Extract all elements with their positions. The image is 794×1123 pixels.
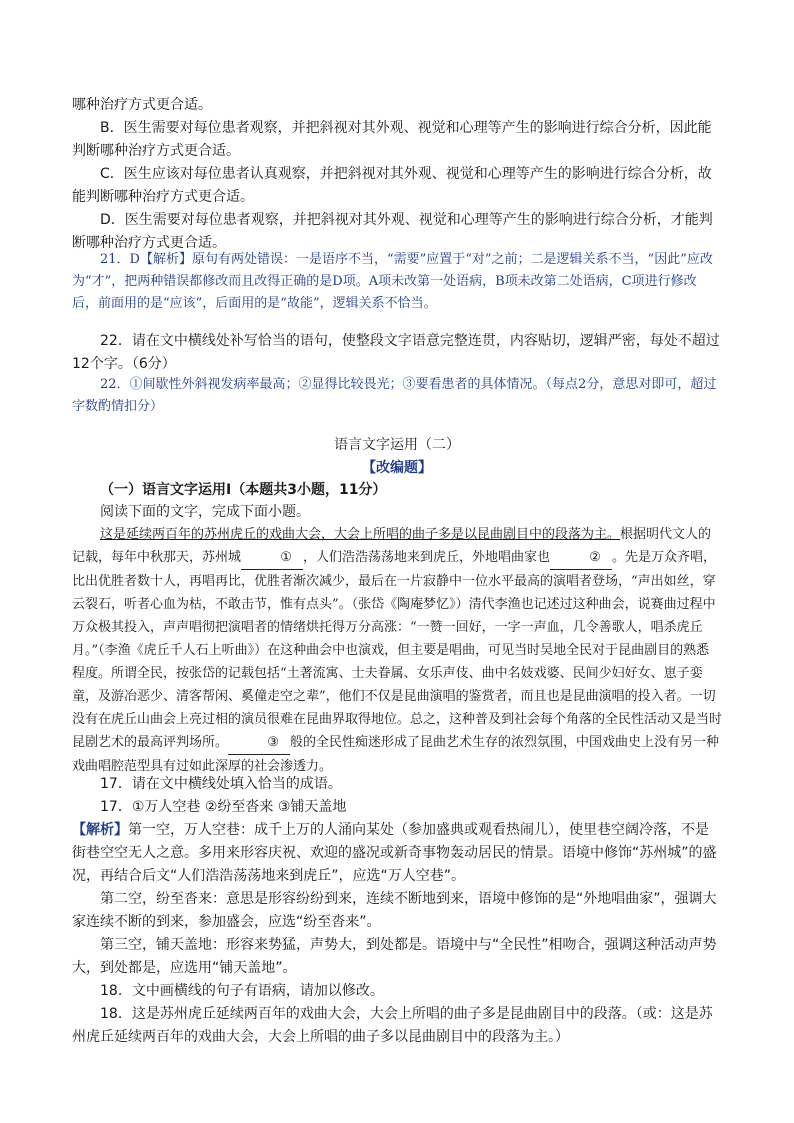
part-heading: （一）语言文字运用Ⅰ（本题共3小题，11分） [100, 482, 387, 498]
answer-22: 22．①间歇性外斜视发病率最高；②显得比较畏光；③要看患者的具体情况。（每点2分，意思对即可，超过字数酌情扣分） [72, 377, 717, 414]
answer-21-label: 21．D【解析】 [100, 252, 192, 267]
instruction: 阅读下面的文字，完成下面小题。 [100, 504, 310, 520]
option-b: B．医生需要对每位患者观察，并把斜视对其外观、视觉和心理等产生的影响进行综合分析，因此能判断哪种治疗方式更合适。 [72, 120, 712, 159]
section-title: 语言文字运用（二） [334, 437, 460, 453]
answer-21 [72, 249, 722, 315]
question-18: 18．文中画横线的句子有语病，请加以修改。 [100, 983, 384, 999]
question-22: 22．请在文中横线处补写恰当的语句，使整段文字语意完整连贯，内容贴切，逻辑严密，每处不超过12个字。（6分） [72, 333, 720, 372]
section-subtitle: 【改编题】 [362, 460, 432, 476]
analysis-17-label: 【解析】 [72, 822, 128, 838]
answer-17: 17．①万人空巷 ②纷至沓来 ③铺天盖地 [100, 799, 347, 815]
answer-18: 18．这是苏州虎丘延续两百年的戏曲大会，大会上所唱的曲子多是昆曲剧目中的段落。（或：这是苏州虎丘延续两百年的戏曲大会，大会上所唱的曲子多以昆曲剧目中的段落为主。） [72, 1006, 713, 1045]
passage-underlined-sentence: 这是延续两百年的苏州虎丘的戏曲大会，大会上所唱的曲子多是以昆曲剧目中的段落为主。 [100, 527, 621, 542]
analysis-17: 【解析】第一空，万人空巷：成千上万的人涌向某处（参加盛典或观看热闹儿），使里巷空阔冷落，不是街巷空空无人之意。多用来形容庆祝、欢迎的盛况或新奇事物轰动居民的情景。语境中修饰“苏州城”的盛况，再结合后文“人们浩浩荡荡地来到虎丘”，应选“万人空巷”。 [72, 822, 717, 884]
blank-2: ② [550, 546, 612, 570]
option-d: D．医生需要对每位患者观察，并把斜视对其外观、视觉和心理等产生的影响进行综合分析，才能判断哪种治疗方式更合适。 [72, 212, 713, 251]
question-17: 17．请在文中横线处填入恰当的成语。 [100, 776, 342, 792]
answer-21-analysis: 原句有两处错误：一是语序不当，“需要”应置于“对”之前；二是逻辑关系不当，“因此”应改为“才”，把两种错误都修改而且改得正确的是D项。A项未改第一处语病，B项未改第二处语病，C项进行修改后，前面用的是“应该”，后面用的是“故能”，逻辑关系不恰当。 [72, 252, 713, 311]
blank-3: ③ [228, 731, 290, 755]
analysis-17-part3: 第三空，铺天盖地：形容来势猛，声势大，到处都是。语境中与“全民性”相吻合，强调这种活动声势大，到处都是，应选用“铺天盖地”。 [72, 937, 717, 976]
analysis-17-part2: 第二空，纷至沓来：意思是形容纷纷到来，连续不断地到来，语境中修饰的是“外地唱曲家”，强调大家连续不断的到来，参加盛会，应选“纷至沓来”。 [72, 891, 717, 930]
blank-1: ① [241, 546, 303, 570]
option-a-tail: 哪种治疗方式更合适。 [72, 97, 212, 113]
reading-passage: 这是延续两百年的苏州虎丘的戏曲大会，大会上所唱的曲子多是以昆曲剧目中的段落为主。根据明代文人的记载，每年中秋那天，苏州城 ① ，人们浩浩荡荡地来到虎丘，外地唱曲家也 ② 。先是万众齐唱，比出优胜者数十人，再唱再比，优胜者渐次减少，最后在一片寂静中一位水平最高的演唱者登场，“声出如丝，穿云裂石，听者心血为枯，不敢击节，惟有点头”。（张岱《陶庵梦忆》）清代李渔也记述过这种曲会，说赛曲过程中万众极其投入，声声唱彻把演唱者的情绪烘托得万分高涨：“一赞一回好，一字一声血，几令善歌人，唱杀虎丘月。”（李渔《虎丘千人石上听曲》）在这种曲会中也演戏，但主要是唱曲，可见当时吴地全民对于昆曲剧目的熟悉程度。所谓全民，按张岱的记载包括“土著流寓、士夫眷属、女乐声伎、曲中名妓戏婆、民间少妇好女、崽子娈童，及游冶恶少、清客帮闲、奚僮走空之辈”，他们不仅是昆曲演唱的鉴赏者，而且也是昆曲演唱的投入者。一切没有在虎丘山曲会上亮过相的演员很难在昆曲界取得地位。总之，这种普及到社会每个角落的全民性活动又是当时昆剧艺术的最高评判场所。 ③ 般的全民性痴迷形成了昆曲艺术生存的浓烈氛围，中国戏曲史上没有另一种戏曲唱腔范型具有过如此深厚的社会渗透力。 [72, 527, 723, 774]
option-c: C．医生应该对每位患者认真观察，并把斜视对其外观、视觉和心理等产生的影响进行综合分析，故能判断哪种治疗方式更合适。 [72, 166, 712, 205]
